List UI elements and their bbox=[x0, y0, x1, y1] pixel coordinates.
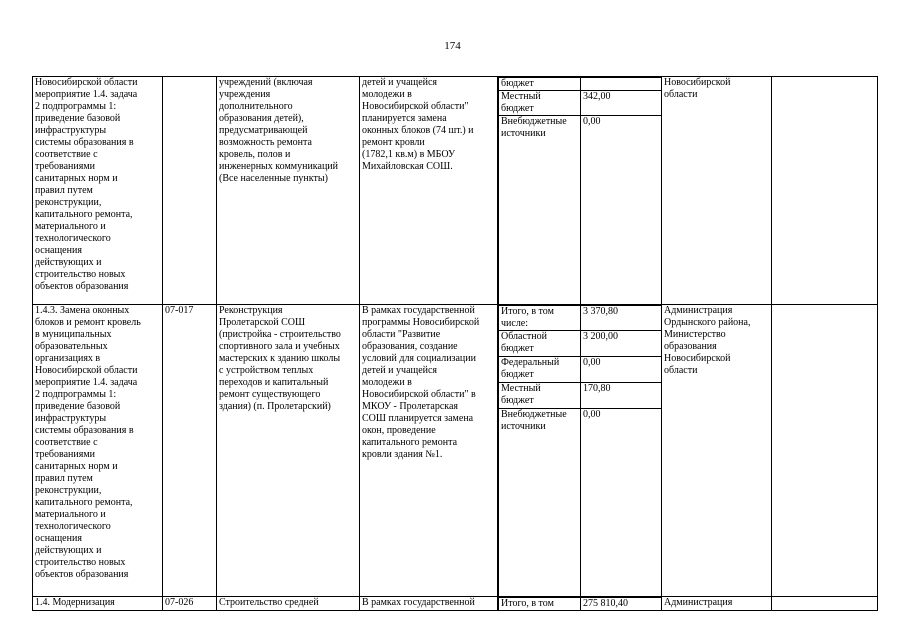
object-cell-line: (Все населенные пункты) bbox=[219, 173, 328, 184]
description-cell-line: области "Развитие bbox=[362, 328, 441, 340]
table-row bbox=[33, 304, 878, 597]
description-cell-line: детей и учащейся bbox=[362, 77, 438, 88]
object-cell bbox=[217, 77, 360, 305]
event-cell-line: 2 подпрограммы 1: bbox=[35, 101, 117, 112]
funding-source-line: Местный bbox=[501, 91, 541, 102]
funding-row bbox=[499, 78, 662, 91]
executor-cell-line: Новосибирской bbox=[664, 77, 731, 88]
object-cell-line: учреждения bbox=[219, 89, 271, 100]
object-cell-line: здания) (п. Пролетарский) bbox=[219, 400, 331, 412]
object-cell-line: дополнительного bbox=[219, 101, 293, 112]
funding-source-name bbox=[499, 382, 581, 408]
program-table bbox=[32, 76, 878, 611]
description-cell bbox=[360, 77, 498, 305]
note-cell bbox=[772, 304, 878, 597]
object-cell-line: ремонт существующего bbox=[219, 388, 321, 400]
event-cell-line: технологического bbox=[35, 233, 111, 244]
funding-row bbox=[499, 330, 662, 356]
description-cell bbox=[360, 304, 498, 597]
funding-source-line: Итого, в том bbox=[501, 305, 554, 317]
object-cell bbox=[217, 304, 360, 597]
event-cell-line: 1.4.3. Замена оконных bbox=[35, 304, 130, 316]
funding-cell bbox=[498, 304, 662, 597]
executor-cell-line: Администрация bbox=[664, 597, 733, 608]
description-cell-line: СОШ планируется замена bbox=[362, 412, 474, 424]
funding-source-name bbox=[499, 330, 581, 356]
event-cell-line: в муниципальных bbox=[35, 328, 112, 340]
object-cell-line: предусматривающей bbox=[219, 125, 308, 136]
event-cell-line: санитарных норм и bbox=[35, 460, 118, 472]
event-cell-line: системы образования в bbox=[35, 137, 134, 148]
funding-sources bbox=[498, 597, 662, 610]
description-cell-line: (1782,1 кв.м) в МБОУ bbox=[362, 149, 456, 160]
event-cell-line: материального и bbox=[35, 508, 106, 520]
funding-source-line: Местный bbox=[501, 382, 541, 394]
event-cell-line: капитального ремонта, bbox=[35, 496, 133, 508]
funding-source-name bbox=[499, 305, 581, 330]
description-cell-line: образования, создание bbox=[362, 340, 458, 352]
description-cell bbox=[360, 597, 498, 611]
event-cell-line: организациях в bbox=[35, 352, 101, 364]
funding-source-line: источники bbox=[501, 128, 546, 139]
code-cell: 07-017 bbox=[163, 304, 217, 597]
event-cell-line: блоков и ремонт кровель bbox=[35, 316, 141, 328]
funding-source-name bbox=[499, 408, 581, 596]
description-cell-line: детей и учащейся bbox=[362, 364, 438, 376]
description-cell-line: оконных блоков (74 шт.) и bbox=[362, 125, 474, 136]
object-cell-line: возможность ремонта bbox=[219, 137, 312, 148]
funding-amount: 275 810,40 bbox=[581, 598, 662, 611]
event-cell-line: строительство новых bbox=[35, 556, 126, 568]
event-cell-line: реконструкции, bbox=[35, 484, 102, 496]
event-cell-line: соответствие с bbox=[35, 149, 98, 160]
funding-row bbox=[499, 356, 662, 382]
description-cell-line: ремонт кровли bbox=[362, 137, 425, 148]
funding-source-line: бюджет bbox=[501, 394, 534, 406]
event-cell-line: системы образования в bbox=[35, 424, 134, 436]
table-row bbox=[33, 77, 878, 305]
event-cell-line: соответствие с bbox=[35, 436, 98, 448]
description-cell-line: условий для социализации bbox=[362, 352, 476, 364]
funding-source-name bbox=[499, 598, 581, 611]
event-cell-line: действующих и bbox=[35, 544, 102, 556]
funding-cell bbox=[498, 77, 662, 305]
event-cell-line: реконструкции, bbox=[35, 197, 102, 208]
event-cell-line: Новосибирской области bbox=[35, 77, 138, 88]
event-cell-line: приведение базовой bbox=[35, 400, 121, 412]
funding-source-line: Внебюджетные bbox=[501, 116, 567, 127]
funding-row bbox=[499, 598, 662, 611]
event-cell-line: инфраструктуры bbox=[35, 125, 107, 136]
event-cell-line: образовательных bbox=[35, 340, 108, 352]
event-cell-line: технологического bbox=[35, 520, 111, 532]
object-cell-line: кровель, полов и bbox=[219, 149, 291, 160]
object-cell-line: спортивного зала и учебных bbox=[219, 340, 340, 352]
description-cell-line: МКОУ - Пролетарская bbox=[362, 400, 459, 412]
object-cell-line: (пристройка - строительство bbox=[219, 328, 341, 340]
funding-source-line: Областной bbox=[501, 330, 548, 342]
event-cell-line: инфраструктуры bbox=[35, 412, 107, 424]
event-cell-line: строительство новых bbox=[35, 269, 126, 280]
event-cell-line: материального и bbox=[35, 221, 106, 232]
event-cell bbox=[33, 597, 163, 611]
funding-source-name bbox=[499, 91, 581, 116]
description-cell-line: капитального ремонта bbox=[362, 436, 458, 448]
event-cell-line: требованиями bbox=[35, 448, 96, 460]
executor-cell-line: области bbox=[664, 89, 698, 100]
description-cell-line: Михайловская СОШ. bbox=[362, 161, 453, 172]
funding-row bbox=[499, 382, 662, 408]
executor-cell-line: образования bbox=[664, 340, 717, 352]
funding-amount: 0,00 bbox=[581, 356, 662, 382]
description-cell-line: окон, проведение bbox=[362, 424, 436, 436]
code-cell: 07-026 bbox=[163, 597, 217, 611]
funding-row bbox=[499, 116, 662, 304]
event-cell-line: действующих и bbox=[35, 257, 102, 268]
funding-sources bbox=[498, 77, 662, 304]
funding-source-line: Итого, в том bbox=[501, 598, 554, 609]
object-cell-line: с устройством теплых bbox=[219, 364, 314, 376]
executor-cell-line: Ордынского района, bbox=[664, 316, 751, 328]
funding-amount: 0,00 bbox=[581, 116, 662, 304]
funding-source-line: бюджет bbox=[501, 78, 534, 89]
event-cell-line: 1.4. Модернизация bbox=[35, 597, 115, 608]
funding-row bbox=[499, 408, 662, 596]
executor-cell-line: Министерство bbox=[664, 328, 726, 340]
object-cell-line: образования детей), bbox=[219, 113, 304, 124]
event-cell bbox=[33, 304, 163, 597]
event-cell-line: санитарных норм и bbox=[35, 173, 118, 184]
funding-source-name bbox=[499, 78, 581, 91]
event-cell-line: правил путем bbox=[35, 185, 93, 196]
object-cell bbox=[217, 597, 360, 611]
page-number: 174 bbox=[444, 40, 461, 52]
funding-amount: 3 200,00 bbox=[581, 330, 662, 356]
event-cell-line: объектов образования bbox=[35, 568, 129, 580]
funding-amount: 0,00 bbox=[581, 408, 662, 596]
event-cell-line: оснащения bbox=[35, 532, 82, 544]
description-cell-line: Новосибирской области" bbox=[362, 101, 469, 112]
event-cell-line: капитального ремонта, bbox=[35, 209, 133, 220]
description-cell-line: молодежи в bbox=[362, 89, 412, 100]
note-cell bbox=[772, 77, 878, 305]
funding-cell bbox=[498, 597, 662, 611]
funding-amount bbox=[581, 78, 662, 91]
object-cell-line: переходов и капитальный bbox=[219, 376, 329, 388]
funding-row bbox=[499, 91, 662, 116]
funding-source-line: Внебюджетные bbox=[501, 408, 567, 420]
event-cell-line: приведение базовой bbox=[35, 113, 121, 124]
object-cell-line: Реконструкция bbox=[219, 304, 283, 316]
funding-source-line: бюджет bbox=[501, 342, 534, 354]
funding-amount: 342,00 bbox=[581, 91, 662, 116]
executor-cell-line: Администрация bbox=[664, 304, 733, 316]
funding-sources bbox=[498, 305, 662, 597]
event-cell-line: Новосибирской области bbox=[35, 364, 138, 376]
description-cell-line: программы Новосибирской bbox=[362, 316, 480, 328]
funding-source-line: числе: bbox=[501, 317, 529, 329]
event-cell-line: мероприятие 1.4. задача bbox=[35, 376, 138, 388]
funding-row bbox=[499, 305, 662, 330]
object-cell-line: Строительство средней bbox=[219, 597, 319, 608]
description-cell-line: кровли здания №1. bbox=[362, 448, 443, 460]
funding-source-line: Федеральный bbox=[501, 356, 560, 368]
funding-amount: 3 370,80 bbox=[581, 305, 662, 330]
event-cell-line: 2 подпрограммы 1: bbox=[35, 388, 117, 400]
funding-source-line: бюджет bbox=[501, 368, 534, 380]
event-cell bbox=[33, 77, 163, 305]
event-cell-line: объектов образования bbox=[35, 281, 129, 292]
code-cell bbox=[163, 77, 217, 305]
object-cell-line: Пролетарской СОШ bbox=[219, 316, 306, 328]
executor-cell bbox=[662, 597, 772, 611]
object-cell-line: мастерских к зданию школы bbox=[219, 352, 341, 364]
funding-source-line: источники bbox=[501, 420, 546, 432]
funding-amount: 170,80 bbox=[581, 382, 662, 408]
funding-source-name bbox=[499, 116, 581, 304]
executor-cell bbox=[662, 304, 772, 597]
description-cell-line: В рамках государственной bbox=[362, 304, 475, 316]
description-cell-line: планируется замена bbox=[362, 113, 447, 124]
table-row bbox=[33, 597, 878, 611]
note-cell bbox=[772, 597, 878, 611]
event-cell-line: оснащения bbox=[35, 245, 82, 256]
funding-source-line: бюджет bbox=[501, 103, 534, 114]
description-cell-line: Новосибирской области" в bbox=[362, 388, 476, 400]
event-cell-line: требованиями bbox=[35, 161, 96, 172]
executor-cell-line: области bbox=[664, 364, 698, 376]
description-cell-line: В рамках государственной bbox=[362, 597, 475, 608]
object-cell-line: инженерных коммуникаций bbox=[219, 161, 338, 172]
executor-cell bbox=[662, 77, 772, 305]
funding-source-name bbox=[499, 356, 581, 382]
event-cell-line: мероприятие 1.4. задача bbox=[35, 89, 138, 100]
object-cell-line: учреждений (включая bbox=[219, 77, 313, 88]
event-cell-line: правил путем bbox=[35, 472, 93, 484]
executor-cell-line: Новосибирской bbox=[664, 352, 731, 364]
description-cell-line: молодежи в bbox=[362, 376, 412, 388]
